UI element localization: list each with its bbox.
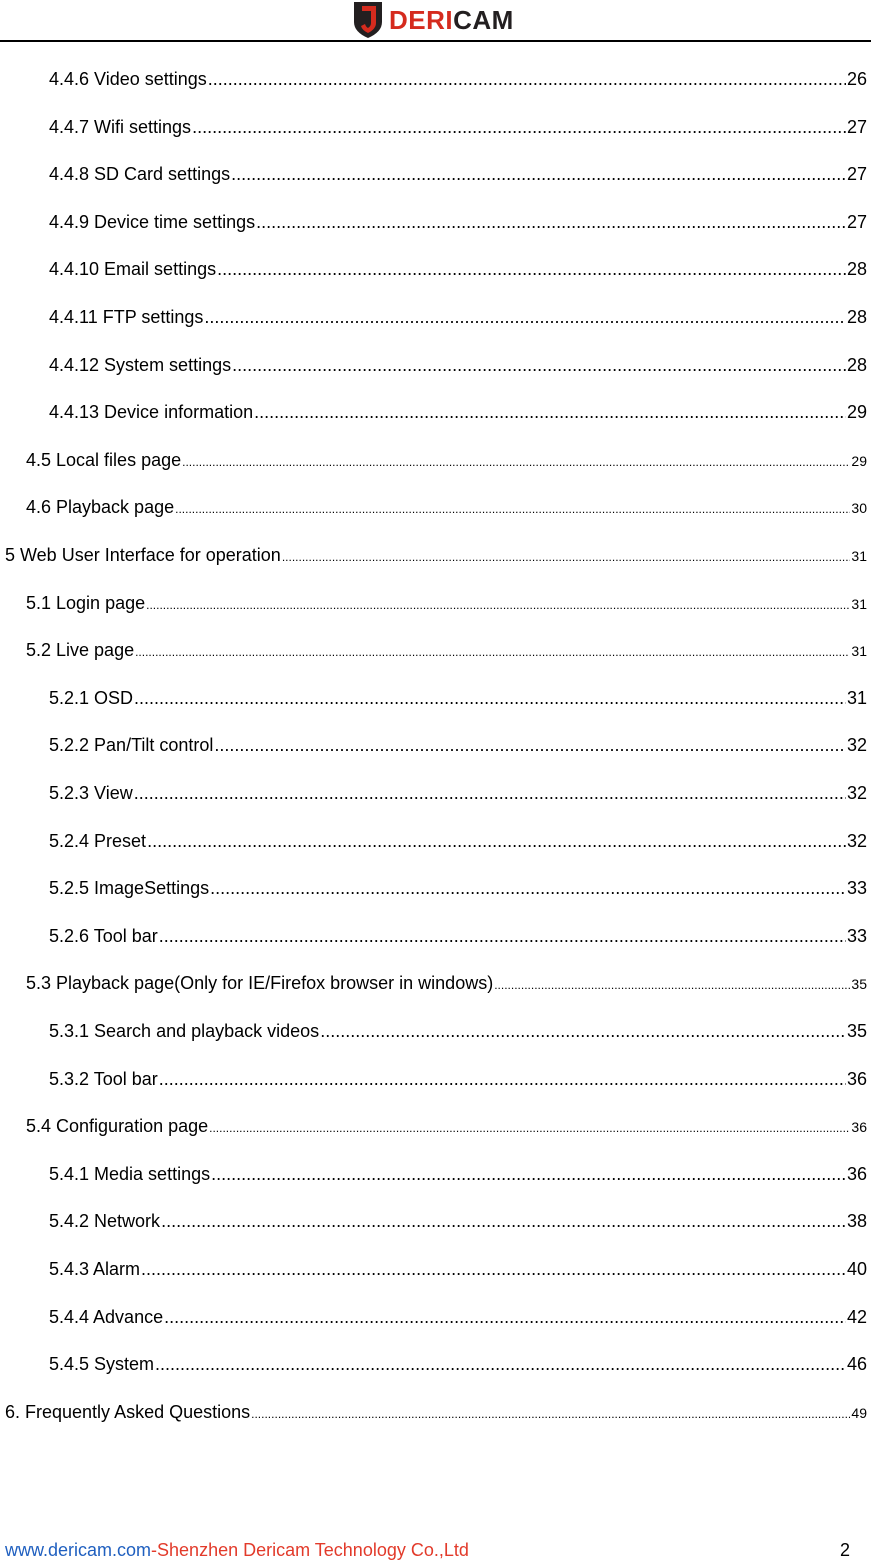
toc-entry[interactable] <box>49 1021 867 1042</box>
toc-entry[interactable] <box>49 212 867 233</box>
toc-entry-title: 5.4.5 System <box>49 1354 155 1375</box>
toc-leader-dots <box>134 688 846 709</box>
dericam-logo <box>354 0 514 40</box>
toc-entry-title: 5.4.3 Alarm <box>49 1259 141 1279</box>
toc-entry-page: 28 <box>846 354 867 375</box>
toc-entry-page: 27 <box>846 164 867 185</box>
toc-entry-title: 5.2.2 Pan/Tilt control <box>49 735 214 756</box>
toc-entry-page: 31 <box>846 687 867 708</box>
toc-entry[interactable] <box>26 593 867 614</box>
toc-entry-page: 31 <box>851 643 867 660</box>
toc-entry-title: 4.4.12 System settings <box>49 354 232 375</box>
toc-entry-page: 33 <box>846 878 867 899</box>
toc-entry-page: 32 <box>846 783 867 803</box>
toc-entry-title: 4.4.11 FTP settings <box>49 307 204 327</box>
toc-entry-title: 4.5 Local files page <box>26 449 182 470</box>
toc-entry-page: 27 <box>846 211 867 232</box>
toc-leader-dots <box>254 402 846 423</box>
toc-entry[interactable] <box>26 1116 867 1137</box>
toc-entry-title: 5.2.1 OSD <box>49 687 134 708</box>
dericam-shield-logo-icon <box>354 2 382 38</box>
toc-leader-dots <box>232 355 846 376</box>
toc-entry[interactable] <box>49 735 867 756</box>
toc-entry-page: 36 <box>846 1163 867 1184</box>
toc-entry-title: 4.6 Playback page <box>26 497 175 518</box>
toc-entry-title: 5.4.2 Network <box>49 1211 161 1232</box>
toc-entry-page: 32 <box>846 830 867 851</box>
toc-entry[interactable] <box>26 497 867 518</box>
toc-entry-title: 5.3 Playback page(Only for IE/Firefox browser in windows) <box>26 973 494 994</box>
toc-entry-page: 33 <box>846 925 867 946</box>
page-header <box>0 0 871 42</box>
toc-entry-title: 4.4.8 SD Card settings <box>49 164 231 185</box>
toc-entry-page: 29 <box>846 402 867 423</box>
toc-entry-title: 5.4.4 Advance <box>49 1306 164 1327</box>
toc-entry[interactable] <box>49 878 867 899</box>
toc-leader-dots <box>282 550 851 564</box>
toc-entry-title: 5.1 Login page <box>26 592 146 613</box>
toc-entry-title: 5 Web User Interface for operation <box>5 545 281 565</box>
toc-entry[interactable] <box>49 831 867 852</box>
toc-entry-page: 30 <box>851 500 867 517</box>
toc-entry-page: 28 <box>846 259 867 280</box>
toc-leader-dots <box>210 878 846 899</box>
logo-wordmark: DERICAM <box>389 5 514 35</box>
toc-entry[interactable] <box>49 688 867 709</box>
toc-entry-page: 40 <box>846 1259 867 1279</box>
toc-entry-title: 5.4 Configuration page <box>26 1116 209 1137</box>
toc-entry[interactable] <box>26 973 867 994</box>
toc-leader-dots <box>208 69 846 90</box>
toc-entry-title: 4.4.6 Video settings <box>49 69 207 89</box>
toc-entry-title: 5.2 Live page <box>26 640 135 661</box>
toc-leader-dots <box>155 1354 846 1375</box>
toc-entry-page: 31 <box>851 595 867 612</box>
toc-leader-dots <box>164 1307 846 1328</box>
toc-entry-title: 5.3.2 Tool bar <box>49 1068 158 1089</box>
toc-leader-dots <box>256 212 846 233</box>
toc-leader-dots <box>146 598 850 612</box>
toc-entry[interactable] <box>49 164 867 185</box>
toc-leader-dots <box>204 307 846 328</box>
toc-entry[interactable] <box>49 355 867 376</box>
toc-entry[interactable] <box>26 640 867 661</box>
toc-entry-title: 5.2.5 ImageSettings <box>49 878 210 899</box>
toc-leader-dots <box>134 783 846 804</box>
toc-entry-page: 27 <box>846 116 867 137</box>
toc-leader-dots <box>209 1121 850 1135</box>
toc-entry-page: 49 <box>851 1404 867 1421</box>
toc-leader-dots <box>217 259 846 280</box>
toc-entry-page: 29 <box>851 452 867 469</box>
toc-leader-dots <box>141 1259 846 1280</box>
toc-entry-title: 6. Frequently Asked Questions <box>5 1401 251 1422</box>
toc-entry-title: 5.2.4 Preset <box>49 830 147 851</box>
header-divider <box>0 40 871 42</box>
toc-entry-title: 5.2.6 Tool bar <box>49 925 158 946</box>
toc-entry-page: 26 <box>846 69 867 89</box>
toc-leader-dots <box>161 1211 846 1232</box>
toc-entry[interactable] <box>49 1307 867 1328</box>
footer-separator: - <box>151 1540 158 1560</box>
toc-entry[interactable] <box>49 1069 867 1090</box>
toc-leader-dots <box>147 831 846 852</box>
toc-leader-dots <box>182 455 850 469</box>
toc-entry-title: 5.3.1 Search and playback videos <box>49 1021 320 1041</box>
toc-entry[interactable] <box>49 259 867 280</box>
toc-entry[interactable] <box>5 1402 867 1423</box>
toc-leader-dots <box>320 1021 846 1042</box>
toc-entry[interactable] <box>49 1211 867 1232</box>
footer <box>5 1540 469 1561</box>
toc-entry-page: 36 <box>851 1119 867 1136</box>
toc-entry-title: 5.2.3 View <box>49 783 133 803</box>
toc-entry-page: 36 <box>846 1068 867 1089</box>
toc-entry-title: 4.4.9 Device time settings <box>49 211 256 232</box>
toc-leader-dots <box>211 1164 846 1185</box>
page-number: 2 <box>840 1540 851 1560</box>
toc-entry-page: 38 <box>846 1211 867 1232</box>
footer-company: Shenzhen Dericam Technology Co.,Ltd <box>157 1540 469 1560</box>
toc-entry-title: 4.4.7 Wifi settings <box>49 116 192 137</box>
toc-entry-page: 31 <box>851 548 867 564</box>
toc-entry[interactable] <box>49 783 867 804</box>
toc-entry-title: 5.4.1 Media settings <box>49 1163 211 1184</box>
toc-entry[interactable] <box>49 926 867 947</box>
toc-leader-dots <box>231 164 846 185</box>
toc-entry-page: 35 <box>851 976 867 993</box>
toc-leader-dots <box>159 926 846 947</box>
toc-entry[interactable] <box>49 1259 867 1280</box>
toc-entry-title: 4.4.13 Device information <box>49 402 254 423</box>
toc-entry[interactable] <box>49 307 867 328</box>
toc-leader-dots <box>251 1407 850 1421</box>
toc-entry[interactable] <box>5 545 867 566</box>
toc-entry[interactable] <box>26 450 867 471</box>
toc-entry[interactable] <box>49 1354 867 1375</box>
toc-entry[interactable] <box>49 402 867 423</box>
toc-leader-dots <box>135 645 850 659</box>
toc-entry-page: 35 <box>846 1021 867 1041</box>
footer-url-link[interactable]: www.dericam.com <box>5 1540 152 1560</box>
toc-entry-page: 28 <box>846 307 867 327</box>
toc-entry[interactable] <box>49 1164 867 1185</box>
toc-leader-dots <box>159 1069 846 1090</box>
toc-entry-page: 42 <box>846 1306 867 1327</box>
toc-entry[interactable] <box>49 117 867 138</box>
toc-leader-dots <box>214 735 846 756</box>
toc-entry-page: 32 <box>846 735 867 756</box>
toc-entry-title: 4.4.10 Email settings <box>49 259 217 280</box>
toc-entry-page: 46 <box>846 1354 867 1375</box>
toc-leader-dots <box>192 117 846 138</box>
toc-leader-dots <box>494 978 850 992</box>
toc-leader-dots <box>175 502 850 516</box>
toc-entry[interactable] <box>49 69 867 90</box>
